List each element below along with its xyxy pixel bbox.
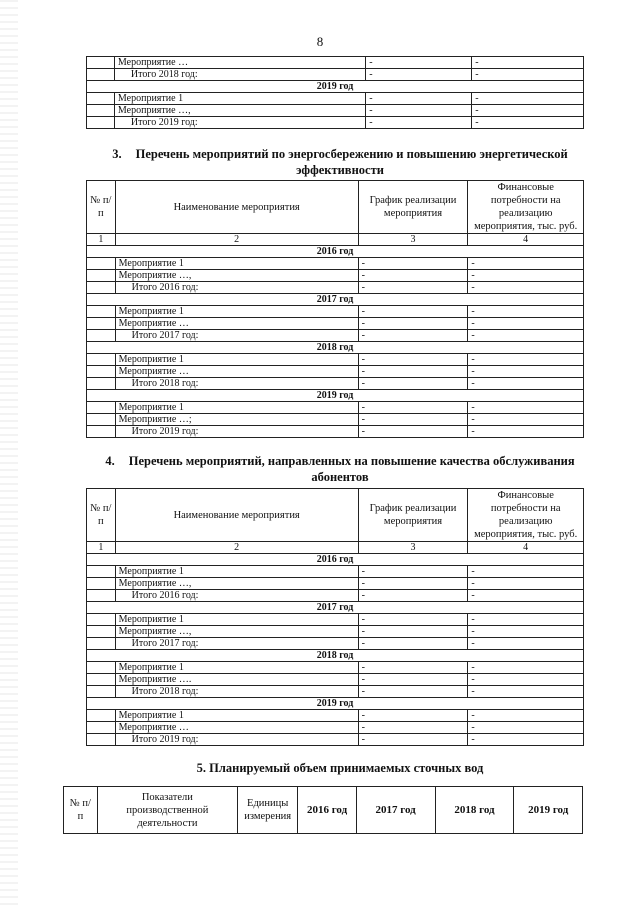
table-cell: - [472, 105, 584, 117]
table-cell: Мероприятие 1 [114, 93, 365, 105]
table-cell: - [468, 366, 584, 378]
col-schedule-header: График реализации мероприятия [358, 181, 468, 234]
table-row [87, 318, 584, 330]
table-cell: Мероприятие …. [115, 674, 358, 686]
table-cell: Мероприятие 1 [115, 614, 358, 626]
table-cell: 2016 год [87, 246, 584, 258]
table-cell: Мероприятие … [115, 366, 358, 378]
table-cell: Мероприятие … [115, 318, 358, 330]
table-header-row [64, 787, 583, 834]
table-cell: Мероприятие …, [115, 578, 358, 590]
table-cell: - [468, 378, 584, 390]
table-cell: Мероприятие 1 [115, 306, 358, 318]
table-row [87, 402, 584, 414]
table-cell: Итого 2018 год: [115, 378, 358, 390]
table-cell [87, 578, 116, 590]
scan-edge-artifact [0, 0, 18, 905]
table-cell [87, 117, 115, 129]
col-year-2016: 2016 год [298, 787, 356, 834]
table-cell: - [358, 270, 468, 282]
table-cell [87, 282, 116, 294]
table-cell [87, 710, 116, 722]
table-row [87, 662, 584, 674]
table-cell: 3 [358, 542, 468, 554]
table-cell [87, 258, 116, 270]
table-cell: - [468, 270, 584, 282]
table-row [87, 590, 584, 602]
table-cell [87, 105, 115, 117]
table-cell [87, 566, 116, 578]
table-cell [87, 638, 116, 650]
table-cell [87, 590, 116, 602]
table-cell: - [468, 734, 584, 746]
table-cell: - [358, 402, 468, 414]
table-cell: - [358, 366, 468, 378]
table-cell: - [468, 662, 584, 674]
table-cell [87, 306, 116, 318]
table-cell: - [468, 402, 584, 414]
table-cell: - [358, 638, 468, 650]
col-indicators-header: Показатели производственной деятельности [97, 787, 237, 834]
table-row [87, 626, 584, 638]
column-number-row [87, 542, 584, 554]
table-cell: - [468, 626, 584, 638]
table-cell: 2 [115, 542, 358, 554]
table-cell: - [366, 117, 472, 129]
table-cell [87, 662, 116, 674]
table-row [87, 426, 584, 438]
col-schedule-header: График реализации мероприятия [358, 489, 468, 542]
table-cell: Итого 2019 год: [114, 117, 365, 129]
table-cell: - [358, 354, 468, 366]
table-cell [87, 722, 116, 734]
table-row [87, 93, 584, 105]
year-row [87, 294, 584, 306]
table-cell: - [472, 69, 584, 81]
table-cell: - [366, 93, 472, 105]
table-row [87, 354, 584, 366]
table-cell: - [468, 722, 584, 734]
col-number-header: № п/п [64, 787, 98, 834]
table-cell: Мероприятие …, [114, 105, 365, 117]
page-number: 8 [316, 34, 324, 49]
table-cell: - [468, 282, 584, 294]
table-row [87, 117, 584, 129]
table-cell [87, 354, 116, 366]
table-row [87, 686, 584, 698]
table-row [87, 105, 584, 117]
table-cell: Итого 2017 год: [115, 330, 358, 342]
table-cell: - [358, 674, 468, 686]
table-cell [87, 686, 116, 698]
year-row [87, 390, 584, 402]
table-header-row [87, 181, 584, 234]
table-row [87, 614, 584, 626]
col-name-header: Наименование мероприятия [115, 489, 358, 542]
table-cell: - [468, 710, 584, 722]
table-cell: - [358, 258, 468, 270]
table-cell [87, 414, 116, 426]
table-cell: 2016 год [87, 554, 584, 566]
section-3-table [86, 180, 584, 438]
table-cell: Мероприятие 1 [115, 710, 358, 722]
table-cell: - [472, 93, 584, 105]
table-cell [87, 330, 116, 342]
table-cell [87, 402, 116, 414]
table-row [87, 414, 584, 426]
table-row [87, 270, 584, 282]
table-cell [87, 378, 116, 390]
table-cell: - [468, 258, 584, 270]
table-row [87, 330, 584, 342]
table-cell: 4 [468, 234, 584, 246]
table-cell: Итого 2019 год: [115, 426, 358, 438]
table-cell: 2019 год [87, 390, 584, 402]
section-5-heading: 5. Планируемый объем принимаемых сточных вод [196, 761, 484, 775]
table-cell: Мероприятие 1 [115, 662, 358, 674]
table-cell: 2018 год [87, 650, 584, 662]
table-cell: - [366, 69, 472, 81]
table-cell: 3 [358, 234, 468, 246]
table-row [87, 734, 584, 746]
table-cell: Мероприятие 1 [115, 566, 358, 578]
table-cell: Итого 2017 год: [115, 638, 358, 650]
year-row [87, 246, 584, 258]
table-row [87, 566, 584, 578]
table-cell: - [468, 590, 584, 602]
table-cell: - [472, 57, 584, 69]
column-number-row [87, 234, 584, 246]
table-cell: 2018 год [87, 342, 584, 354]
table-cell [87, 626, 116, 638]
table-header-row [87, 489, 584, 542]
table-cell: - [358, 686, 468, 698]
section-5-table [63, 786, 583, 834]
table-cell [87, 69, 115, 81]
table-cell: 1 [87, 542, 116, 554]
year-row [87, 554, 584, 566]
table-row [87, 722, 584, 734]
table-cell: - [468, 318, 584, 330]
table-cell: Итого 2019 год: [115, 734, 358, 746]
table-row [87, 306, 584, 318]
table-cell [87, 426, 116, 438]
col-finance-header: Финансовые потребности на реализацию мероприятия, тыс. руб. [468, 181, 584, 234]
year-row [87, 602, 584, 614]
table-cell: - [358, 590, 468, 602]
table-cell: - [358, 614, 468, 626]
col-year-2018: 2018 год [435, 787, 514, 834]
table-row [87, 366, 584, 378]
col-number-header: № п/п [87, 181, 116, 234]
col-number-header: № п/п [87, 489, 116, 542]
table-cell: Итого 2018 год: [114, 69, 365, 81]
table-cell: - [358, 426, 468, 438]
year-row [87, 342, 584, 354]
table-cell: - [358, 626, 468, 638]
table-cell: Мероприятие …, [115, 270, 358, 282]
col-units-header: Единицы измерения [238, 787, 298, 834]
table-cell: - [468, 306, 584, 318]
table-cell: 4 [468, 542, 584, 554]
table-cell: - [358, 378, 468, 390]
col-year-2019: 2019 год [514, 787, 583, 834]
table-cell: 2019 год [87, 81, 584, 93]
table-cell: Мероприятие 1 [115, 258, 358, 270]
table-cell: Мероприятие …, [115, 626, 358, 638]
table-cell [87, 57, 115, 69]
table-row [87, 69, 584, 81]
table-cell [87, 318, 116, 330]
col-name-header: Наименование мероприятия [115, 181, 358, 234]
table-cell: Итого 2016 год: [115, 282, 358, 294]
table-cell: - [468, 414, 584, 426]
table-cell: - [468, 330, 584, 342]
section-4-table [86, 488, 584, 746]
table-row [87, 282, 584, 294]
table-cell: 2017 год [87, 602, 584, 614]
table-cell: - [358, 282, 468, 294]
table-cell: Мероприятие 1 [115, 354, 358, 366]
table-cell: 2017 год [87, 294, 584, 306]
year-row [87, 81, 584, 93]
year-row [87, 698, 584, 710]
table-row [87, 258, 584, 270]
table-cell: - [366, 105, 472, 117]
table-cell: 1 [87, 234, 116, 246]
table-row [87, 578, 584, 590]
table-cell: - [468, 674, 584, 686]
table-cell: - [358, 330, 468, 342]
table-cell: Мероприятие … [114, 57, 365, 69]
table-cell: - [468, 566, 584, 578]
table-row [87, 638, 584, 650]
table-cell: - [366, 57, 472, 69]
table-row [87, 674, 584, 686]
table-cell: - [468, 614, 584, 626]
table-cell [87, 93, 115, 105]
table-cell [87, 674, 116, 686]
section-4-heading: 4. Перечень мероприятий, направленных на повышение качества обслуживания абонентов [105, 454, 575, 484]
table-cell: - [468, 354, 584, 366]
table-cell: - [468, 686, 584, 698]
table-cell [87, 270, 116, 282]
table-cell: Мероприятие …; [115, 414, 358, 426]
table-cell: - [468, 638, 584, 650]
table-cell: - [358, 318, 468, 330]
table-cell: Мероприятие … [115, 722, 358, 734]
table-cell: Мероприятие 1 [115, 402, 358, 414]
section-3-heading: 3. Перечень мероприятий по энергосбережению и повышению энергетической эффективности [112, 147, 568, 177]
table-cell: Итого 2018 год: [115, 686, 358, 698]
table-cell: 2019 год [87, 698, 584, 710]
table-cell: - [358, 734, 468, 746]
table-cell: - [358, 414, 468, 426]
table-row [87, 57, 584, 69]
table-cell: - [358, 662, 468, 674]
table-cell: - [358, 722, 468, 734]
col-year-2017: 2017 год [356, 787, 435, 834]
table-cell: - [472, 117, 584, 129]
table-row [87, 378, 584, 390]
table-cell: - [358, 578, 468, 590]
table-row [87, 710, 584, 722]
table-cell [87, 366, 116, 378]
continuation-table [86, 56, 584, 129]
table-cell: - [358, 566, 468, 578]
table-cell: - [358, 306, 468, 318]
table-cell: - [358, 710, 468, 722]
table-cell: Итого 2016 год: [115, 590, 358, 602]
col-finance-header: Финансовые потребности на реализацию мероприятия, тыс. руб. [468, 489, 584, 542]
table-cell: - [468, 426, 584, 438]
table-cell [87, 734, 116, 746]
table-cell [87, 614, 116, 626]
table-cell: 2 [115, 234, 358, 246]
table-cell: - [468, 578, 584, 590]
year-row [87, 650, 584, 662]
